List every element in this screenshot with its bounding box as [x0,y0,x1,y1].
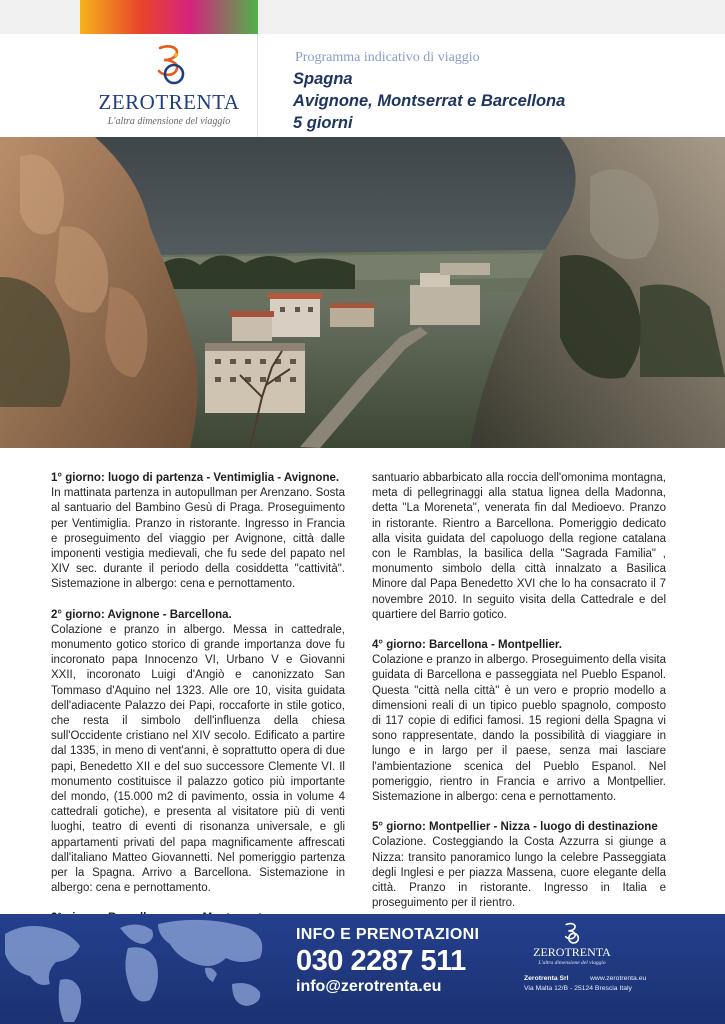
company-name-text: Zerotrenta Srl [524,975,569,982]
itinerary-day-2 [51,608,345,897]
itinerary-day-3-continued [372,471,666,623]
itinerary-column-right [372,471,666,926]
itinerary-day-1 [51,471,345,593]
day-title: 5° giorno: Montpellier - Nizza - luogo di destinazione [372,821,658,834]
montserrat-landscape-photo [0,137,725,448]
itinerary-column-left [51,471,345,987]
company-name [524,974,569,984]
website-link[interactable]: www.zerotrenta.eu [590,975,647,982]
program-label: Programma indicativo di viaggio [295,50,480,65]
title-country: Spagna [293,70,353,88]
itinerary-day-4 [372,638,666,805]
day-text: In mattinata partenza in autopullman per Arenzano. Sosta al santuario del Bambino Gesù di Praga. Proseguimento per Ventimiglia. Pranzo in ristorante. Ingresso in Francia e proseguimento del viaggio per Avignone, città dalle imponenti vestigia medievali, che fu sede del papato nel XIV sec. durante il periodo della cosiddetta "cattività". Sistemazione in albergo: cena e pernottamento. [51,487,345,591]
email-link[interactable]: info@zerotrenta.eu [296,978,442,995]
phone-number[interactable]: 030 2287 511 [296,945,466,977]
day-title: 1° giorno: luogo di partenza - Ventimiglia - Avignone. [51,472,340,484]
footer-brand-tagline: L'altra dimensione del viaggio [538,960,606,966]
day-text: santuario abbarbicato alla roccia dell'omonima montagna, meta di pellegrinaggi alla statua lignea della Madonna, detta "La Moreneta", venerata fin dal Medioevo. Pranzo in ristorante. Rientro a Barcellona. Pomeriggio dedicato alla visita guidata del capoluogo della regione catalana con le Ramblas, la basilica della "Sagrada Familia" , monumento simbolo della città innalzato a Basilica Minore dal Papa Benedetto XVI che lo ha consacrato il 7 novembre 2010. In seguito visita della Cattedrale e del quartiere del Barrio gotico. [372,472,666,621]
company-address: Via Malta 12/B - 25124 Brescia Italy [524,985,632,992]
brand-tagline: L'altra dimensione del viaggio [107,116,231,127]
zerotrenta-logo-icon [154,44,188,88]
booking-info [296,926,479,996]
footer-logo-icon [563,922,581,946]
info-title: INFO E PRENOTAZIONI [296,926,480,943]
day-title: 4° giorno: Barcellona - Montpellier. [372,639,562,652]
title-duration: 5 giorni [293,114,353,132]
brand-logo-panel [80,0,258,137]
brand-name: ZEROTRENTA [98,90,240,114]
day-text: Colazione e pranzo in albergo. Messa in cattedrale, monumento gotico storico di grande importanza dove fu incoronato papa Innocenzo VI, Urbano V e Giovanni XXII, incoronato Luigi d'Angiò e canonizzato San Tommaso d'Aquino nel 1323. Alle ore 10, visita guidata dell'adiacente Palazzo dei Papi, roccaforte in stile gotico, che resta il simbolo dell'influenza della chiesa sull'Occidente cristiano nel XIV secolo. Edificato a partire dal 1335, in meno di vent'anni, è soprattutto opera di due papi, Benedetto XII e del suo successore Clemente VI. Il monumento costituisce il palazzo gotico più importante del mondo, (15.000 m2 di pavimento, ossia in volume 4 cattedrali gotiche), e presenta al visitatore più di venti luoghi, teatro di eventi di risonanza universale, e gli appartamenti privati del papa magnificamente affrescati dall'italiano Matteo Giovannetti. Nel pomeriggio partenza per la Spagna. Arrivo a Barcellona. Sistemazione in albergo: cena e pernottamento. [51,623,345,895]
logo-color-gradient [80,0,258,34]
day-text: Colazione e pranzo in albergo. Proseguimento della visita guidata di Barcellona e passeggiata nel Pueblo Espanol. Questa "città nella città" è un vero e proprio modello a dimensioni reali di un tipico pueblo spagnolo, composto di 117 copie di edifici famosi. 15 regioni della Spagna vi sono rappresentate, dando la possibilità di viaggiare in lungo e in largo per il paese, senza mai lasciare l'ambientazione scenica del Pueblo Espanol. Nel pomeriggio, rientro in Francia e arrivo a Montpellier. Sistemazione in albergo: cena e pernottamento. [372,654,666,804]
day-text: Colazione. Costeggiando la Costa Azzurra si giunge a Nizza: transito panoramico lungo la celebre Passeggiata degli Inglesi e per piazza Massena, cuore elegante della città. Pranzo in ristorante. Ingresso in Italia e proseguimento per il rientro. [372,836,666,910]
world-map-icon [0,914,290,1024]
itinerary-day-5 [372,820,666,911]
footer-brand-name: ZEROTRENTA [533,945,611,959]
trip-title [293,68,565,134]
title-route: Avignone, Montserrat e Barcellona [293,92,566,110]
footer-contact-band [0,914,725,1024]
day-title: 2° giorno: Avignone - Barcellona. [51,608,232,621]
